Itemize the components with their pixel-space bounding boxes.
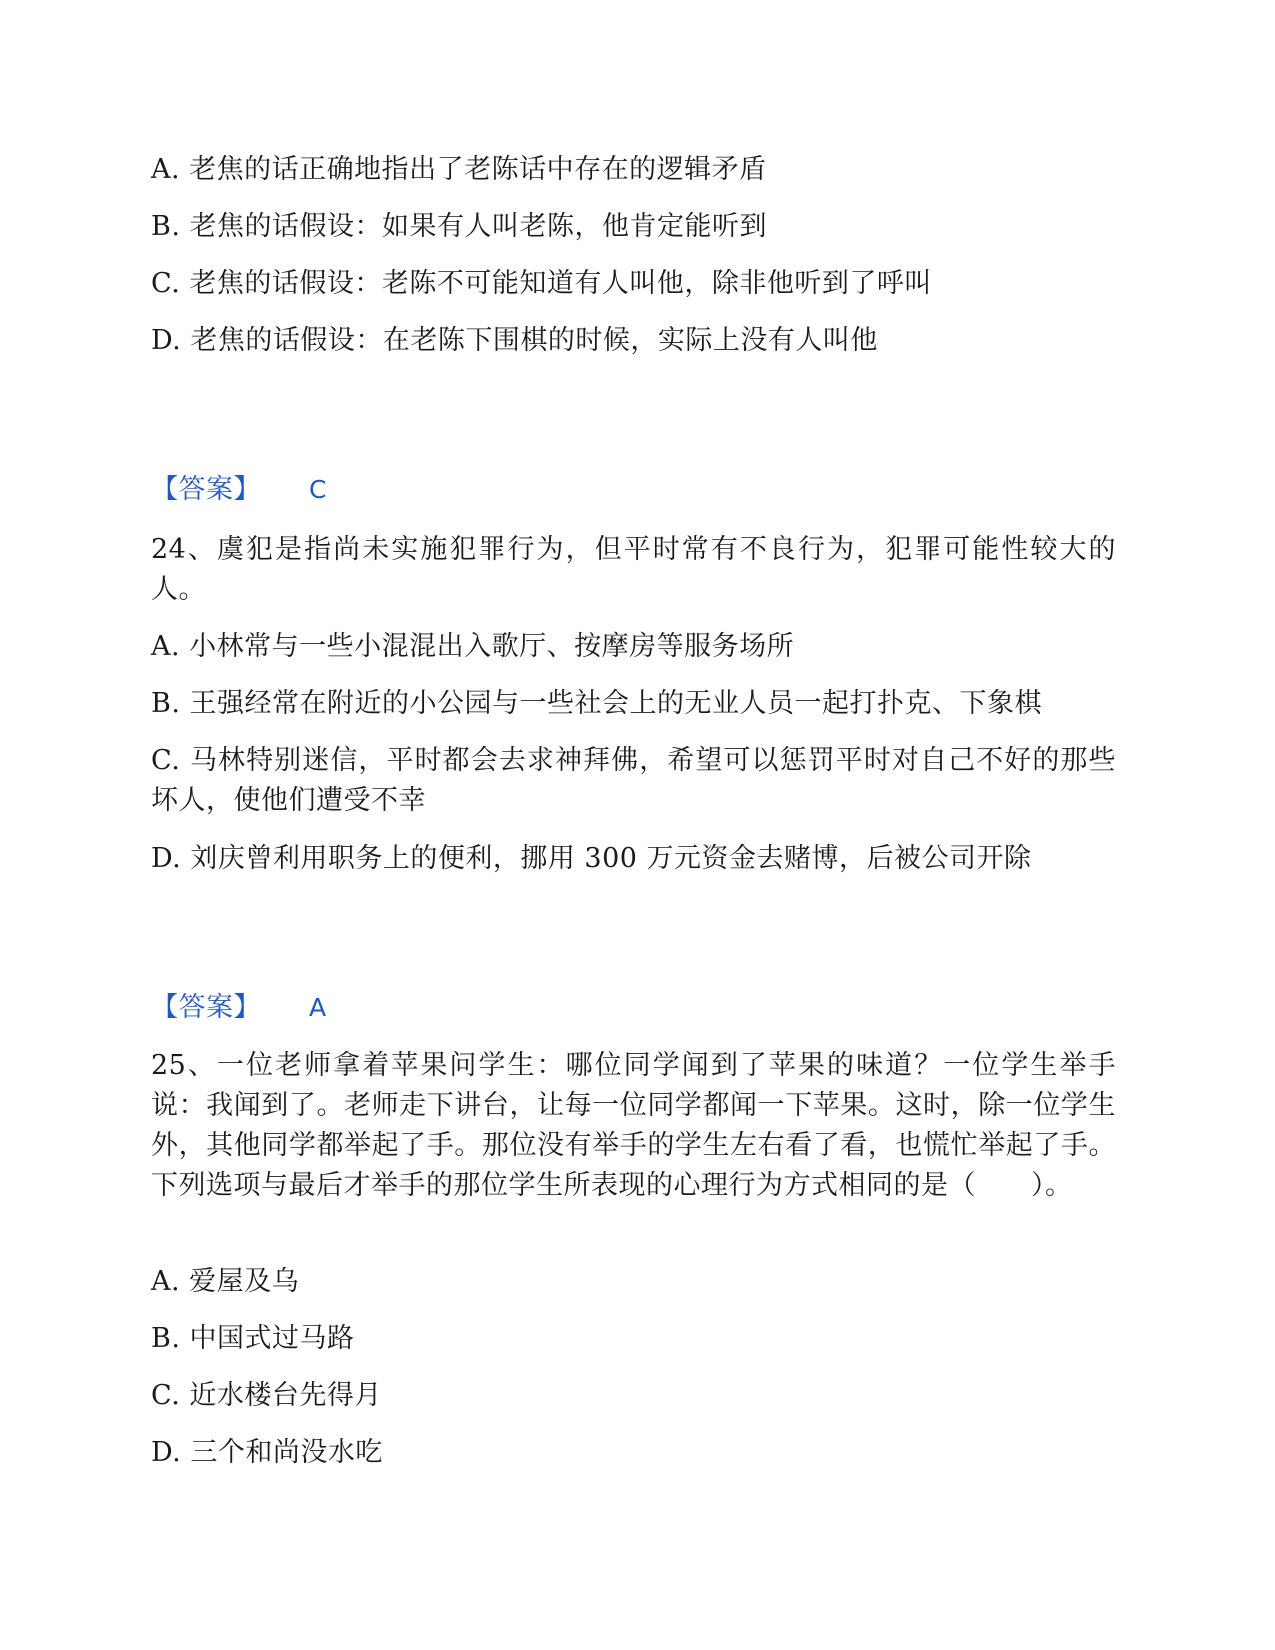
q24-option-d: D. 刘庆曾利用职务上的便利，挪用 300 万元资金去赌博，后被公司开除 <box>151 843 1032 874</box>
q24-stem: 24、虞犯是指尚未实施犯罪行为，但平时常有不良行为，犯罪可能性较大的人。 <box>151 534 1116 605</box>
q23-option-a: A. 老焦的话正确地指出了老陈话中存在的逻辑矛盾 <box>151 154 767 185</box>
q23-answer <box>151 470 327 510</box>
q23-option-d: D. 老焦的话假设：在老陈下围棋的时候，实际上没有人叫他 <box>151 325 878 356</box>
q23-option-b: B. 老焦的话假设：如果有人叫老陈，他肯定能听到 <box>151 211 768 242</box>
q24-option-a: A. 小林常与一些小混混出入歌厅、按摩房等服务场所 <box>151 631 795 662</box>
q25-option-b: B. 中国式过马路 <box>151 1323 355 1354</box>
answer-value: C <box>309 475 327 504</box>
answer-label: 【答案】 <box>151 474 261 505</box>
q25-option-d: D. 三个和尚没水吃 <box>151 1437 383 1468</box>
answer-value: A <box>309 993 327 1022</box>
q25-option-a: A. 爱屋及乌 <box>151 1266 300 1297</box>
q23-option-c: C. 老焦的话假设：老陈不可能知道有人叫他，除非他听到了呼叫 <box>151 268 932 299</box>
q24-option-b: B. 王强经常在附近的小公园与一些社会上的无业人员一起打扑克、下象棋 <box>151 688 1043 719</box>
q25-option-c: C. 近水楼台先得月 <box>151 1380 382 1411</box>
answer-label: 【答案】 <box>151 992 261 1023</box>
q24-option-c: C. 马林特别迷信，平时都会去求神拜佛，希望可以惩罚平时对自己不好的那些坏人，使他们遭受不幸 <box>151 745 1116 816</box>
q25-stem: 25、一位老师拿着苹果问学生：哪位同学闻到了苹果的味道？一位学生举手说：我闻到了。老师走下讲台，让每一位同学都闻一下苹果。这时，除一位学生外，其他同学都举起了手。那位没有举手的学生左右看了看，也慌忙举起了手。下列选项与最后才举手的那位学生所表现的心理行为方式相同的是（ ）。 <box>151 1050 1116 1201</box>
q24-answer <box>151 988 327 1028</box>
